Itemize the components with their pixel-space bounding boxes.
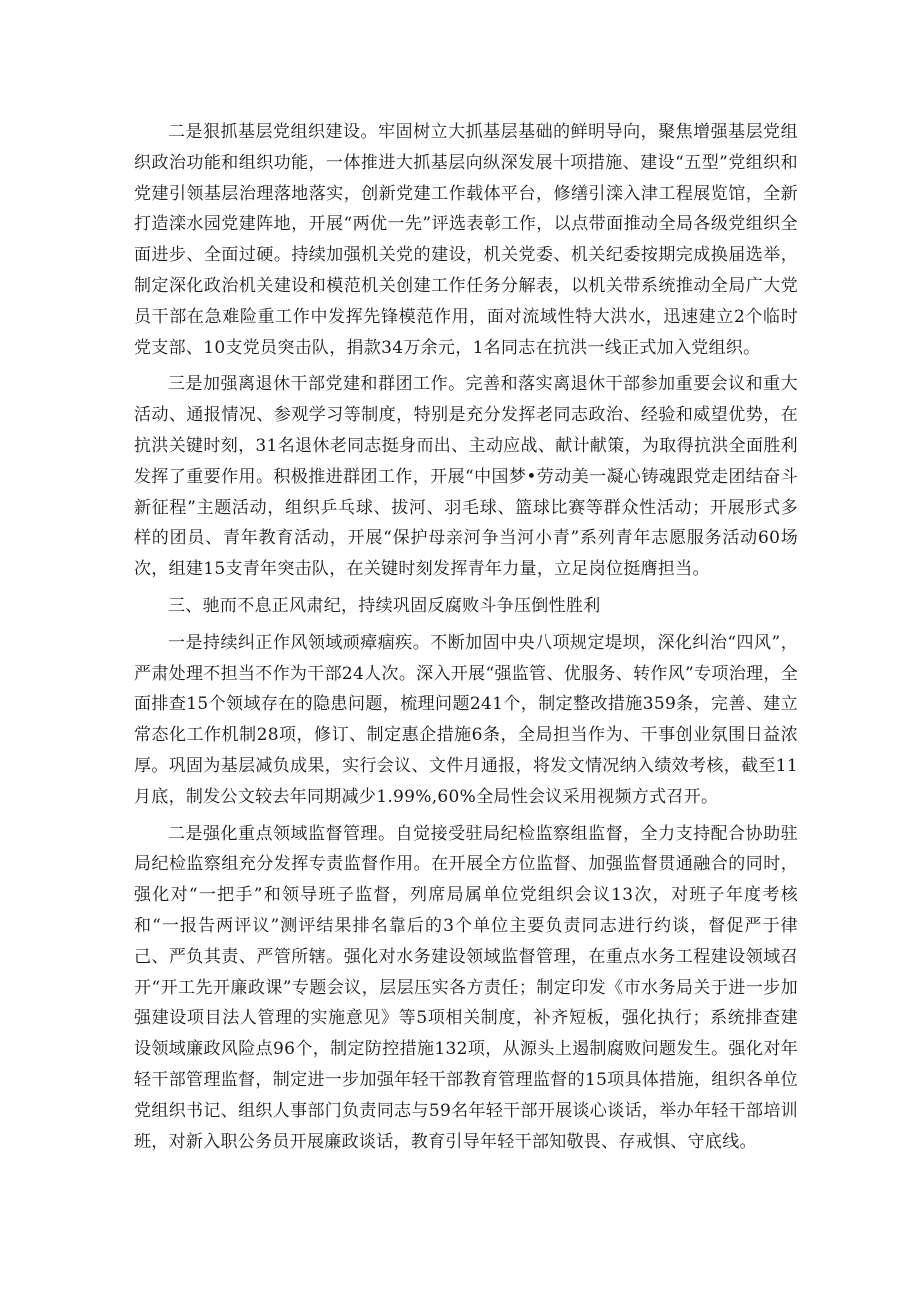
section-heading-discipline: 三、驰而不息正风肃纪，持续巩固反腐败斗争压倒性胜利 [168,595,601,616]
paragraph-work-style: 一是持续纠正作风领域顽瘴痼疾。不断加固中央八项规定堤坝，深化纠治“四风”，严肃处理不担当不作为干部24人次。深入开展“强监管、优服务、转作风”专项治理，全面排查15个领域存在的隐患问题，梳理问题241个，制定整改措施359条，完善、建立常态化工作机制28项，修订、制定惠企措施6条，全局担当作为、干事创业氛围日益浓厚。巩固为基层减负成果，实行会议、文件月通报，将发文情况纳入绩效考核，截至11月底，制发公文较去年同期减少1.99%,60%全局性会议采用视频方式召开。 [134,632,798,807]
paragraph-supervision: 二是强化重点领域监督管理。自觉接受驻局纪检监察组监督，全力支持配合协助驻局纪检监察组充分发挥专责监督作用。在开展全方位监督、加强监督贯通融合的同时，强化对“一把手”和领导班子监督，列席局属单位党组织会议13次，对班子年度考核和“一报告两评议”测评结果排名靠后的3个单位主要负责同志进行约谈，督促严于律己、严负其责、严管所辖。强化对水务建设领域监督管理，在重点水务工程建设领域召开“开工先开廉政课”专题会议，层层压实各方责任；制定印发《市水务局关于进一步加强建设项目法人管理的实施意见》等5项相关制度，补齐短板，强化执行；系统排查建设领域廉政风险点96个，制定防控措施132项，从源头上遏制腐败问题发生。强化对年轻干部管理监督，制定进一步加强年轻干部教育管理监督的15项具体措施，组织各单位党组织书记、组织人事部门负责同志与59名年轻干部开展谈心谈话，举办年轻干部培训班，对新入职公务员开展廉政谈话，教育引导年轻干部知敬畏、存戒惧、守底线。 [134,823,798,1152]
paragraph-party-organization: 二是狠抓基层党组织建设。牢固树立大抓基层基础的鲜明导向，聚焦增强基层党组织政治功能和组织功能，一体推进大抓基层向纵深发展十项措施、建设“五型”党组织和党建引领基层治理落地落实，创新党建工作载体平台，修缮引滦入津工程展览馆，全新打造滦水园党建阵地，开展“两优一先”评选表彰工作，以点带面推动全局各级党组织全面进步、全面过硬。持续加强机关党的建设，机关党委、机关纪委按期完成换届选举，制定深化政治机关建设和模范机关创建工作任务分解表，以机关带系统推动全局广大党员干部在急难险重工作中发挥先锋模范作用，面对流域性特大洪水，迅速建立2个临时党支部、10支党员突击队，捐款34万余元，1名同志在抗洪一线正式加入党组织。 [134,122,798,358]
paragraph-retired-cadres: 三是加强离退休干部党建和群团工作。完善和落实离退休干部参加重要会议和重大活动、通报情况、参观学习等制度，特别是充分发挥老同志政治、经验和威望优势，在抗洪关键时刻，31名退休老同志挺身而出、主动应战、献计献策，为取得抗洪全面胜利发挥了重要作用。积极推进群团工作，开展“中国梦•劳动美一凝心铸魂跟党走团结奋斗新征程”主题活动，组织乒乓球、拔河、羽毛球、篮球比赛等群众性活动；开展形式多样的团员、青年教育活动，开展“保护母亲河争当河小青”系列青年志愿服务活动60场次，组建15支青年突击队，在关键时刻发挥青年力量，立足岗位挺膺担当。 [134,374,798,580]
document-body [134,117,798,1157]
